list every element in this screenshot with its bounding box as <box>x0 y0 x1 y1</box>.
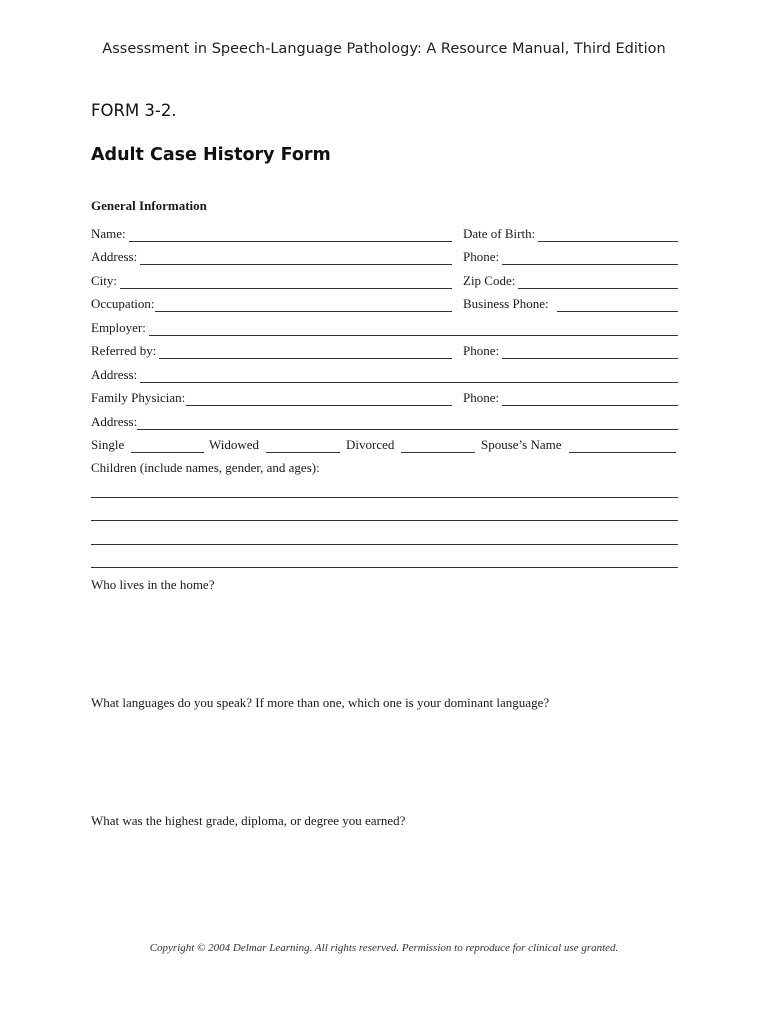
row-city <box>91 271 678 289</box>
copyright-footer: Copyright © 2004 Delmar Learning. All rights reserved. Permission to reproduce for clinical use granted. <box>149 942 619 954</box>
row-employer <box>91 318 678 336</box>
occupation-label: Occupation: <box>91 296 155 311</box>
section-heading: General Information <box>91 198 207 213</box>
employer-field[interactable] <box>91 318 678 336</box>
physician-phone-field[interactable] <box>463 388 678 406</box>
spouse-name-label: Spouse’s Name <box>481 437 562 452</box>
single-label: Single <box>91 437 125 452</box>
widowed-line[interactable] <box>266 438 340 453</box>
row-occupation <box>91 294 678 312</box>
physician-phone-label: Phone: <box>463 390 500 405</box>
occupation-field[interactable] <box>91 294 452 312</box>
referral-address-line[interactable] <box>140 368 678 383</box>
widowed-label: Widowed <box>209 437 260 452</box>
single-line[interactable] <box>131 438 204 453</box>
business-phone-line[interactable] <box>557 297 678 312</box>
employer-label: Employer: <box>91 320 146 335</box>
children-line-1[interactable] <box>91 497 678 498</box>
divorced-label: Divorced <box>346 437 395 452</box>
referred-by-label: Referred by: <box>91 343 157 358</box>
zip-code-label: Zip Code: <box>463 273 516 288</box>
occupation-line[interactable] <box>155 297 452 312</box>
widowed-field[interactable] <box>209 435 340 453</box>
zip-code-line[interactable] <box>518 274 678 289</box>
referred-by-line[interactable] <box>159 344 452 359</box>
form-number: FORM 3-2. <box>91 101 177 120</box>
date-of-birth-label: Date of Birth: <box>463 226 536 241</box>
single-field[interactable] <box>91 435 204 453</box>
physician-phone-line[interactable] <box>502 391 678 406</box>
physician-address-line[interactable] <box>137 415 678 430</box>
children-line-2[interactable] <box>91 520 678 521</box>
name-line[interactable] <box>129 227 452 242</box>
date-of-birth-field[interactable] <box>463 224 678 242</box>
row-address <box>91 247 678 265</box>
spouse-name-line[interactable] <box>569 438 676 453</box>
row-physician-address <box>91 412 678 430</box>
referral-phone-field[interactable] <box>463 341 678 359</box>
row-marital-status <box>91 435 678 453</box>
referral-phone-line[interactable] <box>502 344 678 359</box>
phone-line[interactable] <box>502 250 678 265</box>
row-family-physician <box>91 388 678 406</box>
phone-field[interactable] <box>463 247 678 265</box>
referred-by-field[interactable] <box>91 341 452 359</box>
business-phone-label: Business Phone: <box>463 296 549 311</box>
children-label: Children (include names, gender, and ages): <box>91 460 320 475</box>
phone-label: Phone: <box>463 249 500 264</box>
address-field[interactable] <box>91 247 452 265</box>
address-label: Address: <box>91 249 138 264</box>
name-field[interactable] <box>91 224 452 242</box>
question-household: Who lives in the home? <box>91 577 215 592</box>
city-label: City: <box>91 273 118 288</box>
name-label: Name: <box>91 226 126 241</box>
employer-line[interactable] <box>149 321 678 336</box>
business-phone-field[interactable] <box>463 294 678 312</box>
row-referral-address <box>91 365 678 383</box>
city-field[interactable] <box>91 271 452 289</box>
address-line[interactable] <box>140 250 452 265</box>
question-education: What was the highest grade, diploma, or degree you earned? <box>91 813 406 828</box>
city-line[interactable] <box>120 274 452 289</box>
divorced-line[interactable] <box>401 438 475 453</box>
children-line-4[interactable] <box>91 567 678 568</box>
family-physician-field[interactable] <box>91 388 452 406</box>
zip-code-field[interactable] <box>463 271 678 289</box>
family-physician-label: Family Physician: <box>91 390 186 405</box>
referral-phone-label: Phone: <box>463 343 500 358</box>
children-line-3[interactable] <box>91 544 678 545</box>
family-physician-line[interactable] <box>186 391 452 406</box>
physician-address-label: Address: <box>91 414 138 429</box>
book-title: Assessment in Speech-Language Pathology: A Resource Manual, Third Edition <box>102 41 666 57</box>
row-name <box>91 224 678 242</box>
row-referred-by <box>91 341 678 359</box>
physician-address-field[interactable] <box>91 412 678 430</box>
referral-address-label: Address: <box>91 367 138 382</box>
spouse-name-field[interactable] <box>481 435 676 453</box>
question-languages: What languages do you speak? If more than one, which one is your dominant language? <box>91 695 550 710</box>
form-title: Adult Case History Form <box>91 145 331 165</box>
divorced-field[interactable] <box>346 435 475 453</box>
referral-address-field[interactable] <box>91 365 678 383</box>
date-of-birth-line[interactable] <box>538 227 678 242</box>
